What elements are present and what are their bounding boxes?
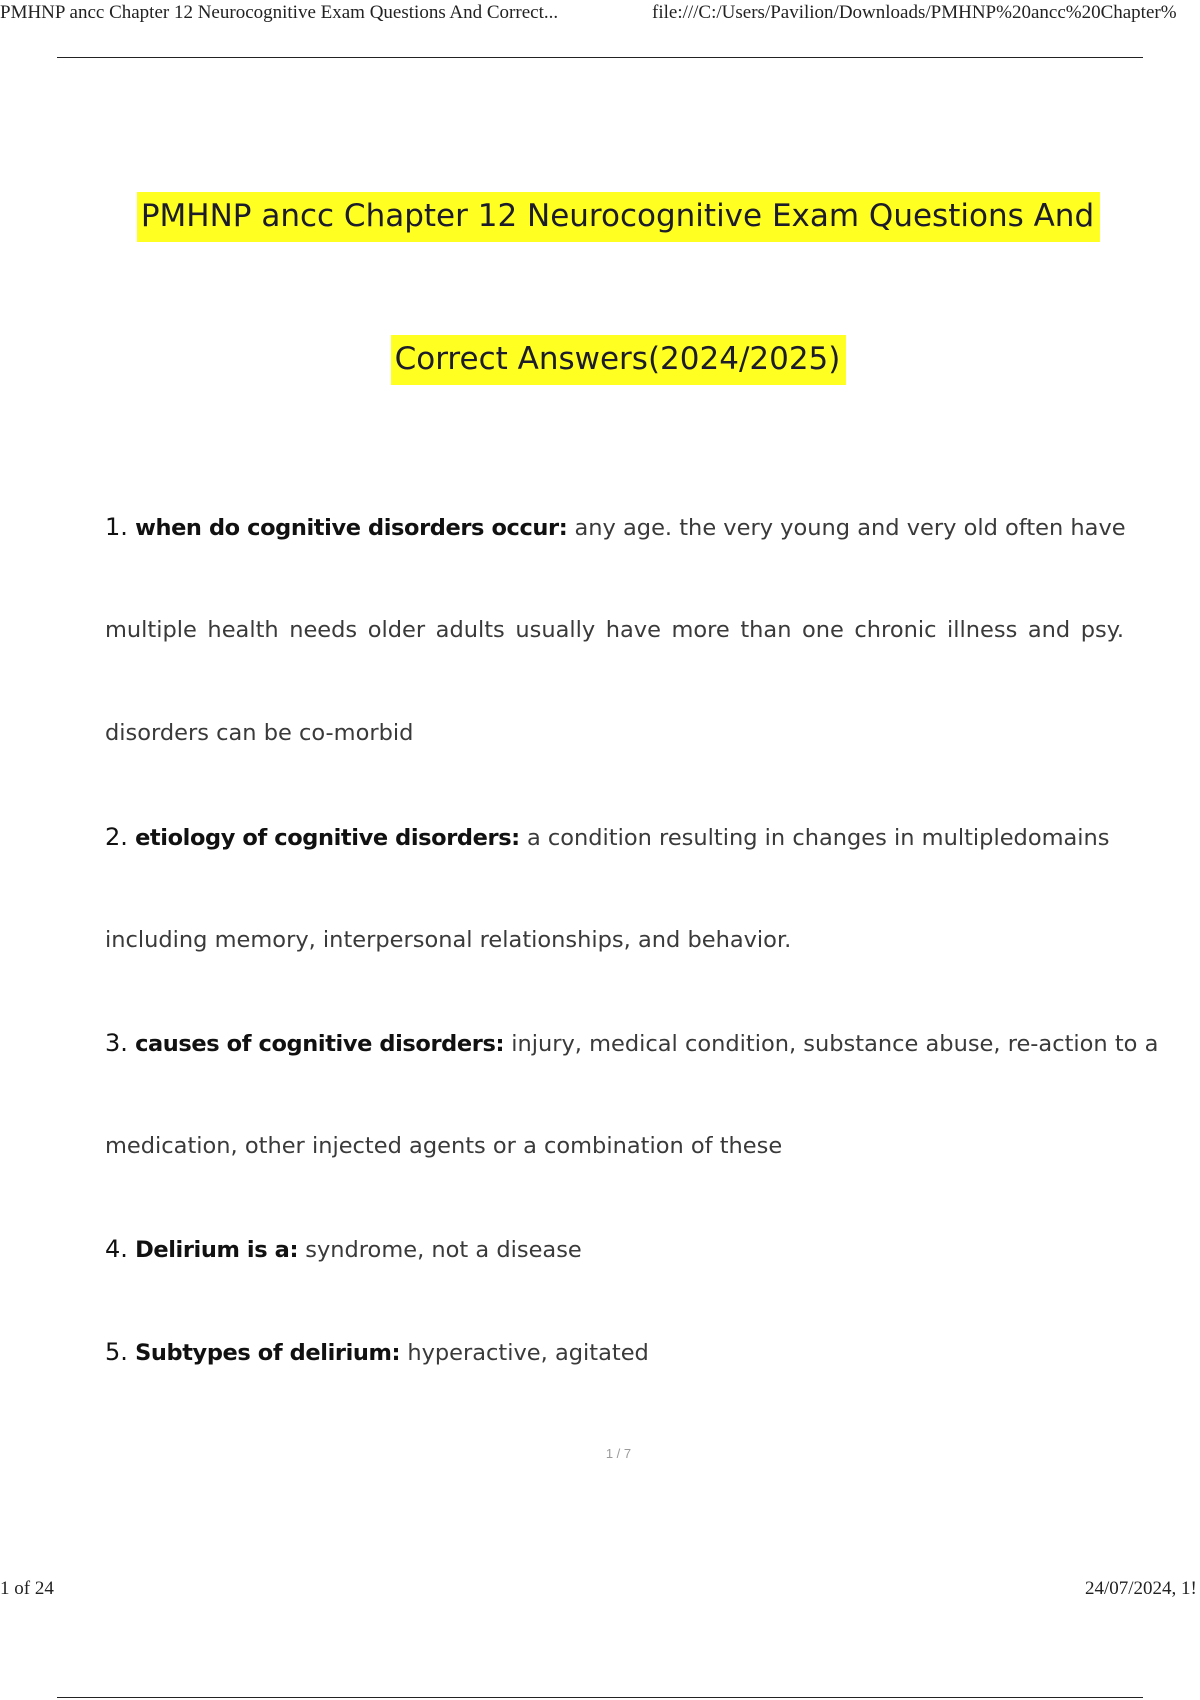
- qa-item-4-line-1: [105, 1198, 1131, 1301]
- item-answer: hyperactive, agitated: [407, 1340, 649, 1366]
- item-number: 3.: [105, 1029, 128, 1057]
- title-highlight-1: PMHNP ancc Chapter 12 Neurocognitive Exam Questions And: [137, 192, 1100, 242]
- item-answer: a condition resulting in changes in multipledomains: [526, 825, 1110, 851]
- qa-item-5: [105, 1301, 1131, 1404]
- qa-item-2: [105, 786, 1131, 992]
- document-title-line-2: [0, 341, 1200, 377]
- print-header-title: PMHNP ancc Chapter 12 Neurocognitive Exam Questions And Correct...: [0, 2, 559, 23]
- item-answer: any age. the very young and very old often have: [574, 515, 1126, 541]
- qa-item-4: [105, 1198, 1131, 1301]
- item-question: Delirium is a:: [135, 1237, 299, 1263]
- print-footer-page: 1 of 24: [0, 1578, 54, 1599]
- qa-item-3-line-2: medication, other injected agents or a combination of these: [105, 1133, 783, 1159]
- item-number: 1.: [105, 513, 128, 541]
- item-number: 4.: [105, 1235, 128, 1263]
- item-answer: syndrome, not a disease: [305, 1237, 582, 1263]
- qa-item-3-line-1: [105, 992, 1159, 1095]
- item-number: 2.: [105, 823, 128, 851]
- document-title-line-1: [0, 198, 1200, 234]
- item-question: etiology of cognitive disorders:: [135, 825, 520, 851]
- item-question: Subtypes of delirium:: [135, 1340, 401, 1366]
- qa-item-1: [105, 476, 1131, 785]
- qa-item-1-line-3: disorders can be co-morbid: [105, 720, 414, 746]
- item-answer: injury, medical condition, substance abuse, re-action to a: [511, 1031, 1159, 1057]
- qa-item-1-line-1: [105, 476, 1131, 579]
- page-counter: 1 / 7: [605, 1446, 632, 1461]
- qa-item-1-line-2: multiple health needs older adults usually have more than one chronic illness and psy.: [105, 617, 1125, 643]
- qa-item-2-line-1: [105, 786, 1131, 889]
- title-highlight-2: Correct Answers(2024/2025): [391, 335, 847, 385]
- footer-divider: [57, 1697, 1143, 1698]
- item-number: 5.: [105, 1338, 128, 1366]
- print-header-url: file:///C:/Users/Pavilion/Downloads/PMHNP%20ancc%20Chapter%: [652, 2, 1177, 23]
- item-question: when do cognitive disorders occur:: [135, 515, 568, 541]
- qa-item-5-line-1: [105, 1301, 1131, 1404]
- print-footer-datetime: 24/07/2024, 1!: [1085, 1578, 1197, 1599]
- qa-item-2-line-2: including memory, interpersonal relationships, and behavior.: [105, 927, 792, 953]
- qa-item-3: [105, 992, 1159, 1198]
- header-divider: [57, 57, 1143, 58]
- print-header: [0, 0, 1200, 30]
- item-question: causes of cognitive disorders:: [135, 1031, 505, 1057]
